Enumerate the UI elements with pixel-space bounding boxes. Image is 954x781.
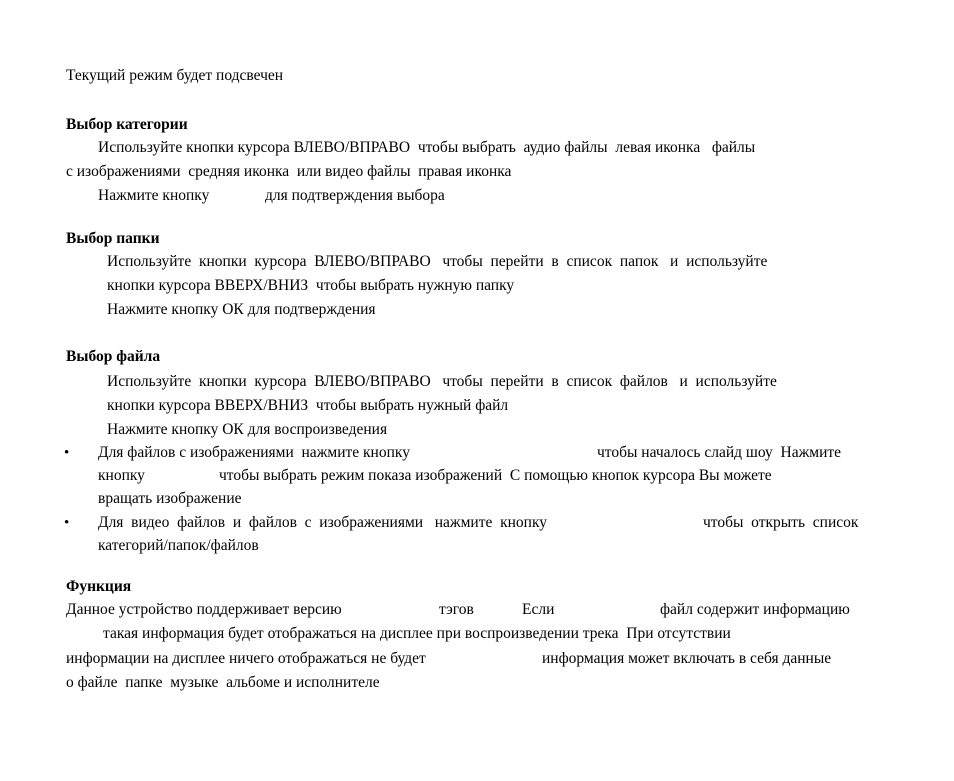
function-line-3a: информации на дисплее ничего отображаться не будет (66, 650, 426, 667)
bullet-1-e: вращать изображение (98, 490, 242, 507)
file-line-3: Нажмите кнопку ОК для воспроизведения (107, 421, 388, 438)
category-line-3b: для подтверждения выбора (265, 187, 445, 204)
bullet-2-b: чтобы открыть список (703, 514, 859, 531)
bullet-1-b: чтобы началось слайд шоу Нажмите (597, 444, 842, 461)
file-line-2: кнопки курсора ВВЕРХ/ВНИЗ чтобы выбрать нужный файл (107, 397, 509, 414)
category-line-1: Используйте кнопки курсора ВЛЕВО/ВПРАВО чтобы выбрать аудио файлы левая иконка файлы (98, 139, 756, 156)
bullet-marker: • (64, 445, 70, 461)
folder-line-2: кнопки курсора ВВЕРХ/ВНИЗ чтобы выбрать нужную папку (107, 277, 515, 294)
function-line-1b: тэгов (439, 601, 474, 618)
function-line-1a: Данное устройство поддерживает версию (66, 601, 342, 618)
bullet-1-c: кнопку (98, 467, 145, 484)
bullet-1-d: чтобы выбрать режим показа изображений С помощью кнопок курсора Вы можете (219, 467, 772, 484)
function-heading: Функция (66, 578, 132, 595)
bullet-2-a: Для видео файлов и файлов с изображениями нажмите кнопку (98, 514, 548, 531)
file-line-1: Используйте кнопки курсора ВЛЕВО/ВПРАВО чтобы перейти в список файлов и используйте (107, 373, 777, 390)
function-line-1d: файл содержит информацию (660, 601, 850, 618)
function-line-4: о файле папке музыке альбоме и исполнителе (66, 674, 380, 691)
folder-heading: Выбор папки (66, 230, 160, 247)
folder-line-1: Используйте кнопки курсора ВЛЕВО/ВПРАВО чтобы перейти в список папок и используйте (107, 253, 768, 270)
file-heading: Выбор файла (66, 348, 161, 365)
bullet-1-a: Для файлов с изображениями нажмите кнопку (98, 444, 410, 461)
category-line-3a: Нажмите кнопку (98, 187, 210, 204)
function-line-1c: Если (522, 601, 555, 618)
category-heading: Выбор категории (66, 116, 188, 133)
bullet-2-c: категорий/папок/файлов (98, 537, 259, 554)
bullet-marker: • (64, 515, 70, 531)
intro-text: Текущий режим будет подсвечен (66, 67, 284, 84)
folder-line-3: Нажмите кнопку ОК для подтверждения (107, 301, 376, 318)
category-line-2: с изображениями средняя иконка или видео файлы правая иконка (66, 163, 512, 180)
function-line-3b: информация может включать в себя данные (542, 650, 832, 667)
function-line-2: такая информация будет отображаться на дисплее при воспроизведении трека При отсутствии (103, 625, 731, 642)
